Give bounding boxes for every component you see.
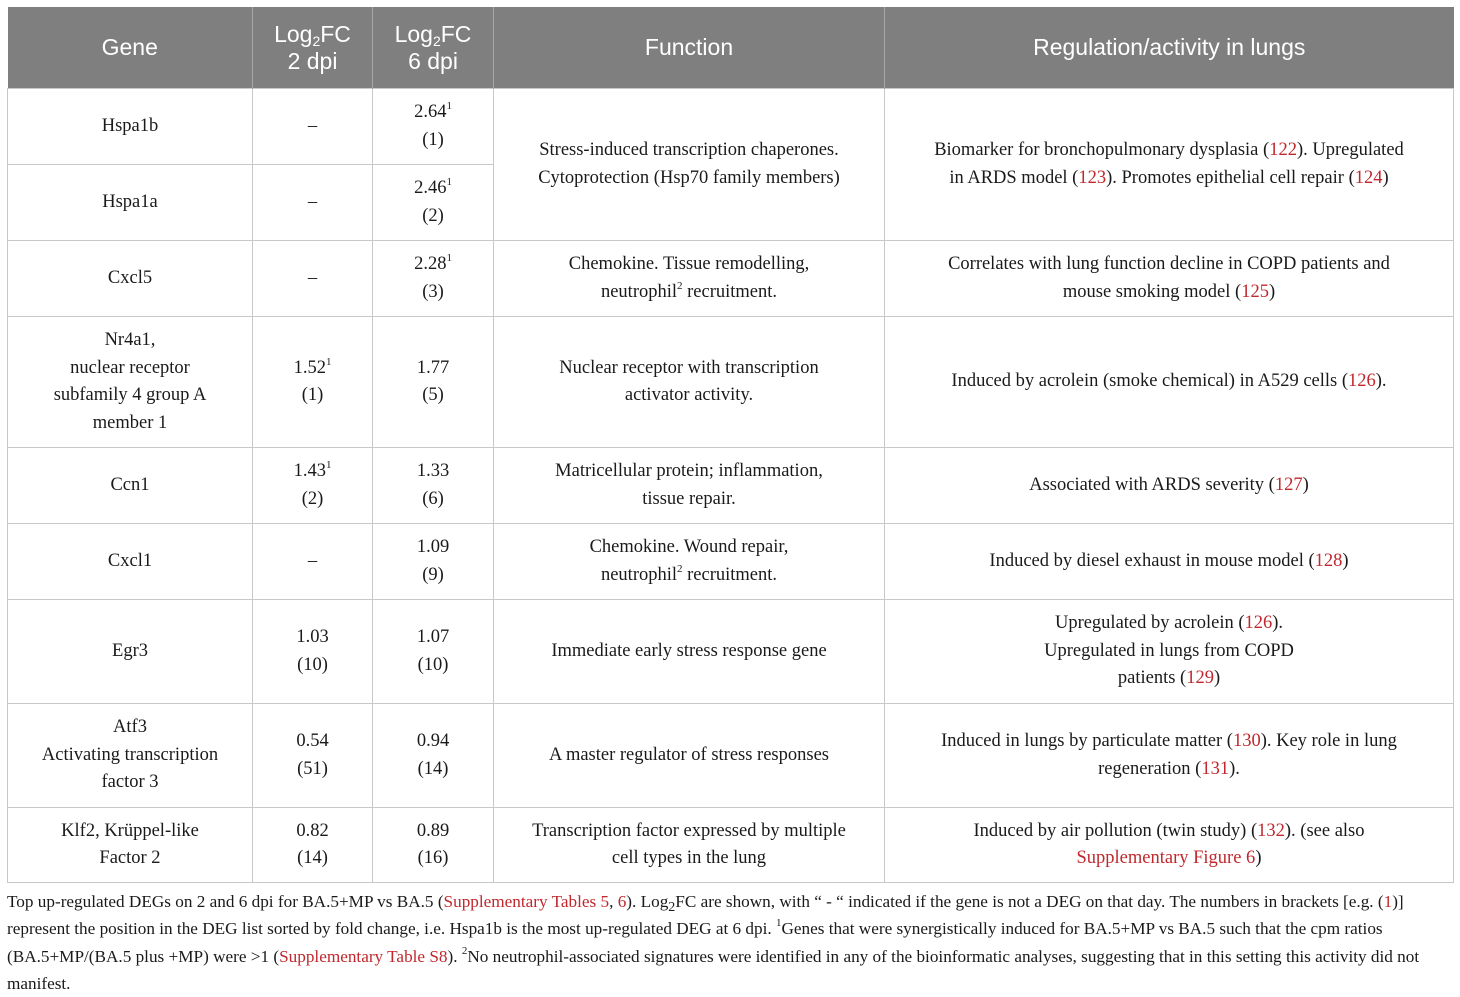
- function-cell: Matricellular protein; inflammation, tissue repair.: [494, 448, 885, 524]
- reference-link[interactable]: 131: [1201, 758, 1230, 779]
- table-caption: Top up-regulated DEGs on 2 and 6 dpi for BA.5+MP vs BA.5 (Supplementary Tables 5, 6). Log$_2$FC are shown, with “ - “ indicated if the gene is not a DEG on that day. The numbers in brackets [e.g. (1)] represent the position in the DEG list sorted by fold change, i.e. Hspa1b is the most up-regulated DEG at 6 dpi. $^1$Genes that were synergistically induced for BA.5+MP vs BA.5 such that the cpm ratios (BA.5+MP/(BA.5 plus +MP) were >1 (Supplementary Table S8). $^2$No neutrophil-associated signatures were identified in any of the bioinformatic analyses, suggesting that in this setting this activity did not manifest.: [7, 892, 1420, 993]
- log2fc-6dpi-cell: 2.46$^1$ (2): [373, 165, 494, 241]
- regulation-cell: Biomarker for bronchopulmonary dysplasia (122). Upregulated in ARDS model (123). Promotes epithelial cell repair (124): [885, 89, 1454, 241]
- table-row: [8, 317, 1454, 448]
- supplementary-table-6-link[interactable]: 6: [617, 892, 627, 911]
- table-header-row: [8, 7, 1454, 89]
- table-row: [8, 704, 1454, 808]
- table-row: [8, 808, 1454, 883]
- function-cell: Nuclear receptor with transcription activator activity.: [494, 317, 885, 448]
- log2fc-6dpi-cell: 1.07 (10): [373, 600, 494, 704]
- function-cell: Chemokine. Wound repair, neutrophil$^2$ recruitment.: [494, 524, 885, 600]
- table-row: [8, 600, 1454, 704]
- log2fc-2dpi-cell: 0.54 (51): [253, 704, 373, 808]
- log2fc-6dpi-cell: 0.94 (14): [373, 704, 494, 808]
- reference-link[interactable]: 125: [1241, 281, 1269, 302]
- reference-link[interactable]: 132: [1257, 820, 1285, 841]
- supplementary-tables-link[interactable]: Supplementary Tables 5: [443, 892, 610, 911]
- table-row: [8, 448, 1454, 524]
- gene-cell: Ccn1: [8, 448, 253, 524]
- log2fc-6dpi-cell: 2.28$^1$ (3): [373, 241, 494, 317]
- log2fc-2dpi-cell: 1.52$^1$ (1): [253, 317, 373, 448]
- gene-cell: Nr4a1, nuclear receptor subfamily 4 group A member 1: [8, 317, 253, 448]
- deg-table: [7, 7, 1454, 883]
- reference-link[interactable]: 127: [1274, 474, 1303, 495]
- deg-table-figure: [7, 7, 1453, 883]
- function-cell: Immediate early stress response gene: [494, 600, 885, 704]
- function-cell: Transcription factor expressed by multiple cell types in the lung: [494, 808, 885, 883]
- regulation-cell: Induced in lungs by particulate matter (130). Key role in lung regeneration (131).: [885, 704, 1454, 808]
- reference-link[interactable]: 126: [1348, 371, 1376, 392]
- regulation-cell: Upregulated by acrolein (126). Upregulated in lungs from COPD patients (129): [885, 600, 1454, 704]
- reference-link[interactable]: 123: [1078, 167, 1107, 188]
- log2fc-6dpi-cell: 2.64$^1$ (1): [373, 89, 494, 165]
- gene-cell: Hspa1a: [8, 165, 253, 241]
- reference-link[interactable]: 128: [1314, 550, 1343, 571]
- log2fc-2dpi-cell: –: [253, 89, 373, 165]
- gene-cell: Atf3 Activating transcription factor 3: [8, 704, 253, 808]
- reference-link[interactable]: 129: [1186, 668, 1214, 689]
- header-log2fc-6dpi: Log$_2$FC 6 dpi: [373, 7, 494, 89]
- log2fc-2dpi-cell: –: [253, 524, 373, 600]
- regulation-cell: Induced by acrolein (smoke chemical) in A529 cells (126).: [885, 317, 1454, 448]
- log2fc-6dpi-cell: 1.33 (6): [373, 448, 494, 524]
- supplementary-figure-link[interactable]: Supplementary Figure 6: [1076, 848, 1256, 868]
- reference-link[interactable]: 1: [1383, 892, 1393, 911]
- log2fc-2dpi-cell: –: [253, 165, 373, 241]
- gene-cell: Cxcl5: [8, 241, 253, 317]
- log2fc-2dpi-cell: 0.82 (14): [253, 808, 373, 883]
- reference-link[interactable]: 124: [1354, 167, 1383, 188]
- reference-link[interactable]: 126: [1244, 613, 1273, 634]
- regulation-cell: Induced by diesel exhaust in mouse model (128): [885, 524, 1454, 600]
- log2fc-2dpi-cell: –: [253, 241, 373, 317]
- log2fc-6dpi-cell: 1.77 (5): [373, 317, 494, 448]
- table-row: [8, 241, 1454, 317]
- log2fc-2dpi-cell: 1.03 (10): [253, 600, 373, 704]
- regulation-cell: Induced by air pollution (twin study) (132). (see also Supplementary Figure 6): [885, 808, 1454, 883]
- function-cell: A master regulator of stress responses: [494, 704, 885, 808]
- log2fc-6dpi-cell: 0.89 (16): [373, 808, 494, 883]
- log2fc-2dpi-cell: 1.43$^1$ (2): [253, 448, 373, 524]
- header-gene: Gene: [8, 7, 253, 89]
- gene-cell: Cxcl1: [8, 524, 253, 600]
- table-row: [8, 89, 1454, 165]
- log2fc-6dpi-cell: 1.09 (9): [373, 524, 494, 600]
- gene-cell: Egr3: [8, 600, 253, 704]
- function-cell: Stress-induced transcription chaperones. Cytoprotection (Hsp70 family members): [494, 89, 885, 241]
- gene-cell: Klf2, Krüppel-like Factor 2: [8, 808, 253, 883]
- supplementary-table-s8-link[interactable]: Supplementary Table S8: [279, 946, 448, 966]
- header-function: Function: [494, 7, 885, 89]
- header-regulation: Regulation/activity in lungs: [885, 7, 1454, 89]
- reference-link[interactable]: 122: [1269, 140, 1297, 160]
- regulation-cell: Associated with ARDS severity (127): [885, 448, 1454, 524]
- regulation-cell: Correlates with lung function decline in COPD patients and mouse smoking model (125): [885, 241, 1454, 317]
- gene-cell: Hspa1b: [8, 89, 253, 165]
- reference-link[interactable]: 130: [1232, 731, 1261, 751]
- table-row: [8, 524, 1454, 600]
- header-log2fc-2dpi: Log$_2$FC 2 dpi: [253, 7, 373, 89]
- function-cell: Chemokine. Tissue remodelling, neutrophil$^2$ recruitment.: [494, 241, 885, 317]
